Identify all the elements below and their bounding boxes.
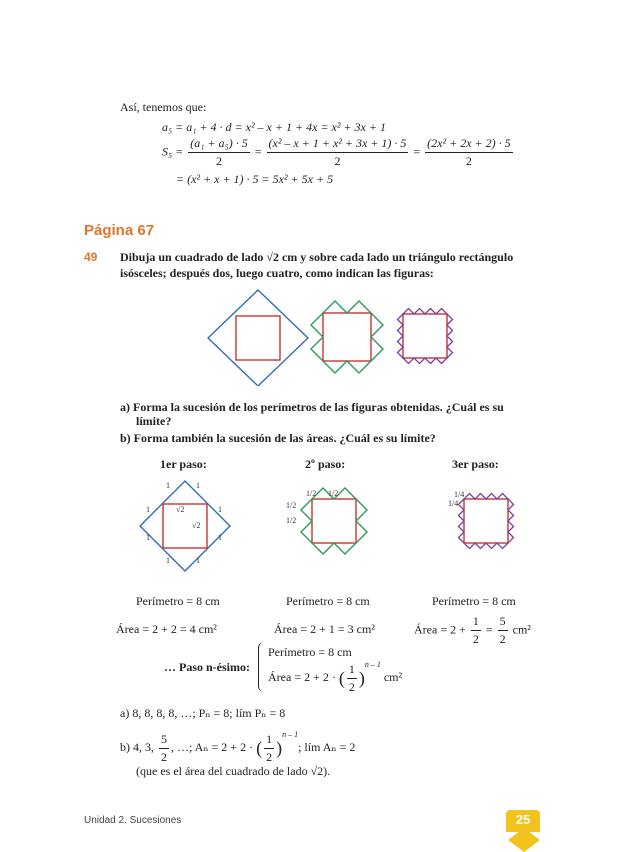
badge-diamond — [508, 828, 540, 852]
answer-b-fraction — [159, 732, 169, 765]
perimeter-step2: Perímetro = 8 cm — [286, 594, 370, 608]
area-fraction — [347, 662, 357, 695]
label-quarter: 1/4 — [454, 490, 465, 499]
area-step1: Área = 2 + 2 = 4 cm² — [116, 622, 217, 636]
fraction-denominator: 2 — [216, 154, 222, 168]
fraction-numerator: 5 — [159, 732, 169, 749]
area-prefix: Área = 2 + 2 · — [268, 670, 336, 684]
outer-diamond — [140, 481, 230, 571]
step3-figure — [454, 487, 524, 557]
step1-title: 1er paso: — [160, 457, 207, 471]
area-step2: Área = 2 + 1 = 3 cm² — [274, 622, 375, 636]
fraction-denominator: 2 — [348, 679, 355, 694]
area-unit: cm² — [512, 622, 531, 637]
answer-note: (que es el área del cuadrado de lado √2). — [136, 764, 331, 778]
paren-open: ( — [256, 737, 263, 758]
area-step3 — [414, 614, 531, 647]
nth-step-label: … Paso n-ésimo: — [164, 660, 250, 674]
fraction-numerator: (2x² + 2x + 2) · 5 — [425, 136, 512, 153]
fraction-denominator: 2 — [334, 154, 341, 168]
figure-step-3 — [398, 309, 453, 364]
label-side: 1 — [196, 556, 200, 565]
paren-close: ) — [276, 737, 283, 758]
fraction-numerator: 1 — [471, 614, 481, 631]
answer-b-prefix: b) 4, 3, — [120, 740, 154, 754]
label-side: 1 — [218, 533, 222, 542]
outer-diamond — [208, 290, 308, 386]
s5-formula — [162, 136, 515, 169]
exponent: n – 1 — [282, 730, 299, 739]
problem-number: 49 — [84, 250, 98, 264]
equals-sign: = — [485, 622, 493, 637]
fraction-numerator: 5 — [498, 614, 508, 631]
label-half: 1/2 — [328, 489, 339, 498]
equals-sign: = — [254, 144, 262, 159]
fraction-numerator: (a₁ + a₅) · 5 — [188, 136, 249, 153]
inner-square — [464, 499, 508, 543]
label-side: 1 — [196, 481, 200, 490]
fraction-denominator: 2 — [465, 154, 472, 168]
answer-b-suffix: ; lím Aₙ = 2 — [298, 740, 356, 754]
area-prefix: Área = 2 + — [414, 622, 466, 637]
step3-title: 3er paso: — [452, 457, 499, 471]
nth-area — [268, 660, 402, 695]
answer-b-fraction-2 — [264, 732, 274, 765]
label-side: 1 — [218, 505, 222, 514]
part-a-line1: a) Forma la sucesión de los perímetros de las figuras obtenidas. ¿Cuál es su — [120, 400, 504, 414]
figure-step-1 — [208, 290, 308, 386]
label-half: 1/2 — [286, 501, 297, 510]
inner-square — [323, 313, 371, 361]
zigzag-border — [459, 494, 514, 549]
answer-a: a) 8, 8, 8, 8, …; Pₙ = 8; lím Pₙ = 8 — [120, 706, 286, 720]
label-quarter: 1/4 — [448, 499, 459, 508]
area-unit: cm² — [383, 670, 403, 684]
exponent: n – 1 — [364, 660, 381, 669]
brace — [258, 642, 265, 692]
label-half: 1/2 — [306, 489, 317, 498]
s5-label: S₅ = — [162, 144, 184, 159]
label-side: 1 — [166, 481, 170, 490]
inner-square — [403, 314, 447, 358]
area-fraction — [471, 614, 481, 647]
intro-text: Así, tenemos que: — [120, 100, 207, 114]
fraction-numerator: (x² – x + 1 + x² + 3x + 1) · 5 — [267, 136, 409, 153]
answer-b — [120, 730, 355, 765]
s5-result: = (x² + x + 1) · 5 = 5x² + 5x + 5 — [176, 172, 334, 186]
part-b: b) Forma también la sucesión de las áreas. ¿Cuál es su límite? — [120, 431, 436, 445]
equals-sign: = — [413, 144, 421, 159]
area-result-fraction — [498, 614, 508, 647]
fraction-denominator: 2 — [472, 632, 479, 646]
nth-perimeter: Perímetro = 8 cm — [268, 645, 352, 659]
footer-unit: Unidad 2. Sucesiones — [84, 815, 182, 826]
perimeter-step1: Perímetro = 8 cm — [136, 594, 220, 608]
label-sqrt2: √2 — [176, 505, 185, 514]
inner-square — [163, 504, 207, 548]
problem-statement-line1: Dibuja un cuadrado de lado √2 cm y sobre cada lado un triángulo rectángulo — [120, 250, 514, 264]
inner-square — [312, 499, 356, 543]
part-a-line2: límite? — [136, 414, 172, 428]
fraction-denominator: 2 — [499, 632, 506, 646]
answer-b-mid: , …; Aₙ = 2 + 2 · — [171, 740, 254, 754]
s5-fraction-2 — [267, 136, 409, 169]
zigzag-border — [311, 301, 383, 373]
fraction-denominator: 2 — [161, 749, 167, 764]
label-side: 1 — [146, 533, 150, 542]
zigzag-border — [398, 309, 453, 364]
diamond-shape — [508, 828, 540, 852]
step2-title: 2º paso: — [305, 457, 346, 471]
fraction-numerator: 1 — [347, 662, 357, 679]
problem-statement-line2: isósceles; después dos, luego cuatro, como indican las figuras: — [120, 266, 434, 280]
label-side: 1 — [146, 505, 150, 514]
paren-open: ( — [338, 667, 345, 688]
s5-fraction-3 — [425, 136, 512, 169]
label-half: 1/2 — [286, 516, 297, 525]
step1-figure — [134, 476, 244, 576]
fraction-denominator: 2 — [266, 749, 273, 764]
a5-formula: a₅ = a₁ + 4 · d = x² – x + 1 + 4x = x² + 3x + 1 — [162, 120, 386, 134]
paren-close: ) — [358, 667, 365, 688]
label-sqrt2: √2 — [192, 521, 201, 530]
figure-step-2 — [311, 301, 383, 373]
label-side: 1 — [166, 556, 170, 565]
inner-square — [236, 316, 280, 360]
figures-top — [200, 286, 470, 386]
perimeter-step3: Perímetro = 8 cm — [432, 594, 516, 608]
s5-fraction-1 — [188, 136, 249, 169]
page-number: 25 — [515, 812, 531, 827]
section-title: Página 67 — [84, 222, 155, 239]
fraction-numerator: 1 — [264, 732, 274, 749]
